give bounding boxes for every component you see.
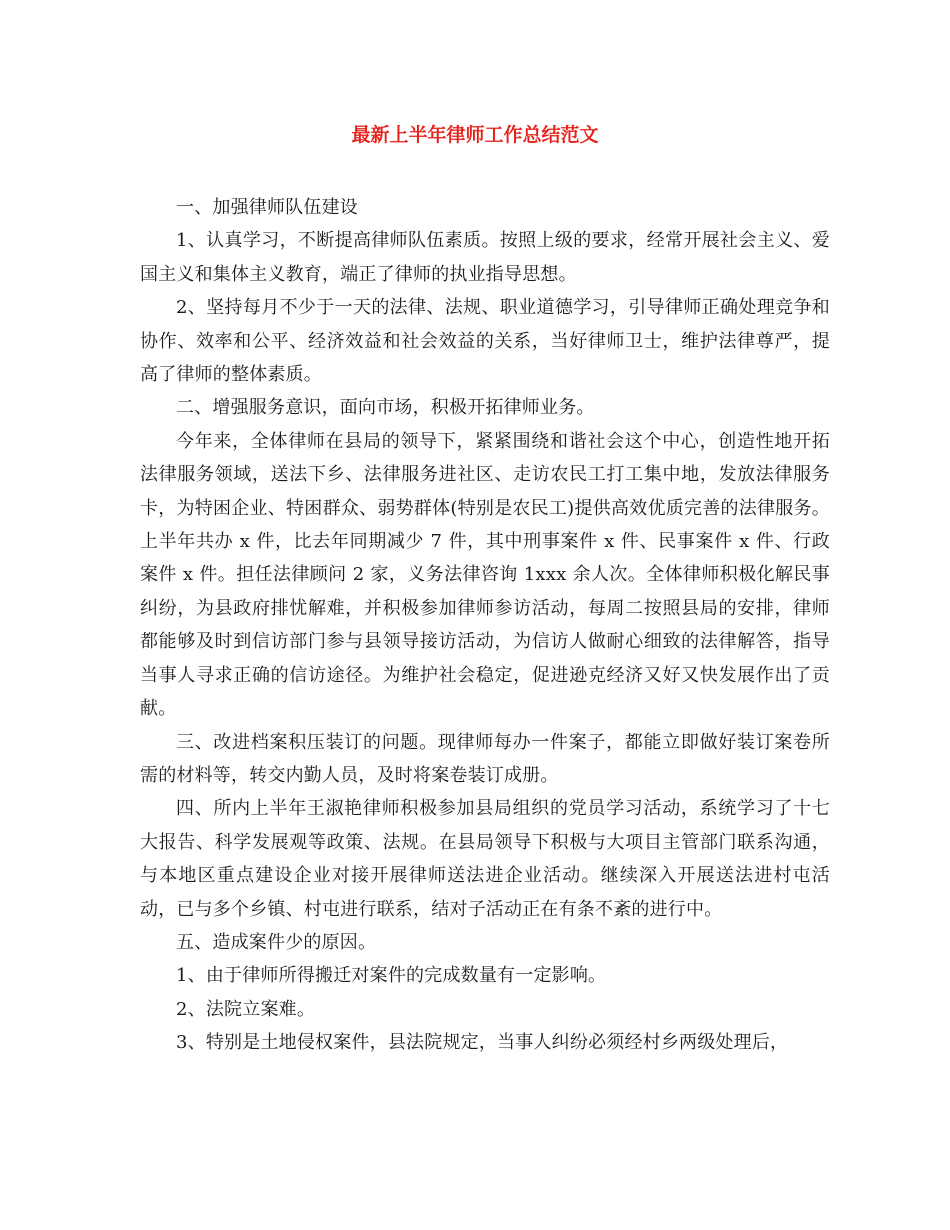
section-heading-1: 一、加强律师队伍建设 — [176, 197, 358, 218]
reason-item-1: 1、由于律师所得搬迁对案件的完成数量有一定影响。 — [176, 965, 607, 987]
document-body — [140, 191, 830, 1060]
paragraph-study: 1、认真学习，不断提高律师队伍素质。按照上级的要求，经常开展社会主义、爱国主义和集体主义教育，端正了律师的执业指导思想。 — [140, 230, 830, 285]
paragraph-monthly-learning: 2、坚持每月不少于一天的法律、法规、职业道德学习，引导律师正确处理竞争和协作、效率和公平、经济效益和社会效益的关系，当好律师卫士，维护法律尊严，提高了律师的整体素质。 — [140, 297, 830, 386]
section-heading-4: 四、所内上半年王淑艳律师积极参加县局组织的党员学习活动，系统学习了十七大报告、科学发展观等政策、法规。在县局领导下积极与大项目主管部门联系沟通，与本地区重点建设企业对接开展律师送法进企业活动。继续深入开展送法进村屯活动，已与多个乡镇、村屯进行联系，结对子活动正在有条不紊的进行中。 — [140, 798, 830, 920]
paragraph-services: 今年来，全体律师在县局的领导下，紧紧围绕和谐社会这个中心，创造性地开拓法律服务领域，送法下乡、法律服务进社区、走访农民工打工集中地，发放法律服务卡，为特困企业、特困群众、弱势群体(特别是农民工)提供高效优质完善的法律服务。上半年共办 x 件，比去年同期减少 7 件，其中刑事案件 x 件、民事案件 x 件、行政案件 x 件。担任法律顾问 2 家，义务法律咨询 1xxx 余人次。全体律师积极化解民事纠纷，为县政府排忧解难，并积极参加律师参访活动，每周二按照县局的安排，律师都能够及时到信访部门参与县领导接访活动，为信访人做耐心细致的法律解答，指导当事人寻求正确的信访途径。为维护社会稳定，促进逊克经济又好又快发展作出了贡献。 — [140, 430, 830, 720]
section-heading-2: 二、增强服务意识，面向市场，积极开拓律师业务。 — [176, 397, 595, 419]
document-title: 最新上半年律师工作总结范文 — [351, 124, 599, 146]
reason-item-3: 3、特别是土地侵权案件，县法院规定，当事人纠纷必须经村乡两级处理后， — [176, 1032, 789, 1054]
section-heading-3: 三、改进档案积压装订的问题。现律师每办一件案子，都能立即做好装订案卷所需的材料等，转交内勤人员，及时将案卷装订成册。 — [140, 731, 830, 786]
section-heading-5: 五、造成案件少的原因。 — [176, 931, 377, 953]
reason-item-2: 2、法院立案难。 — [176, 998, 316, 1020]
